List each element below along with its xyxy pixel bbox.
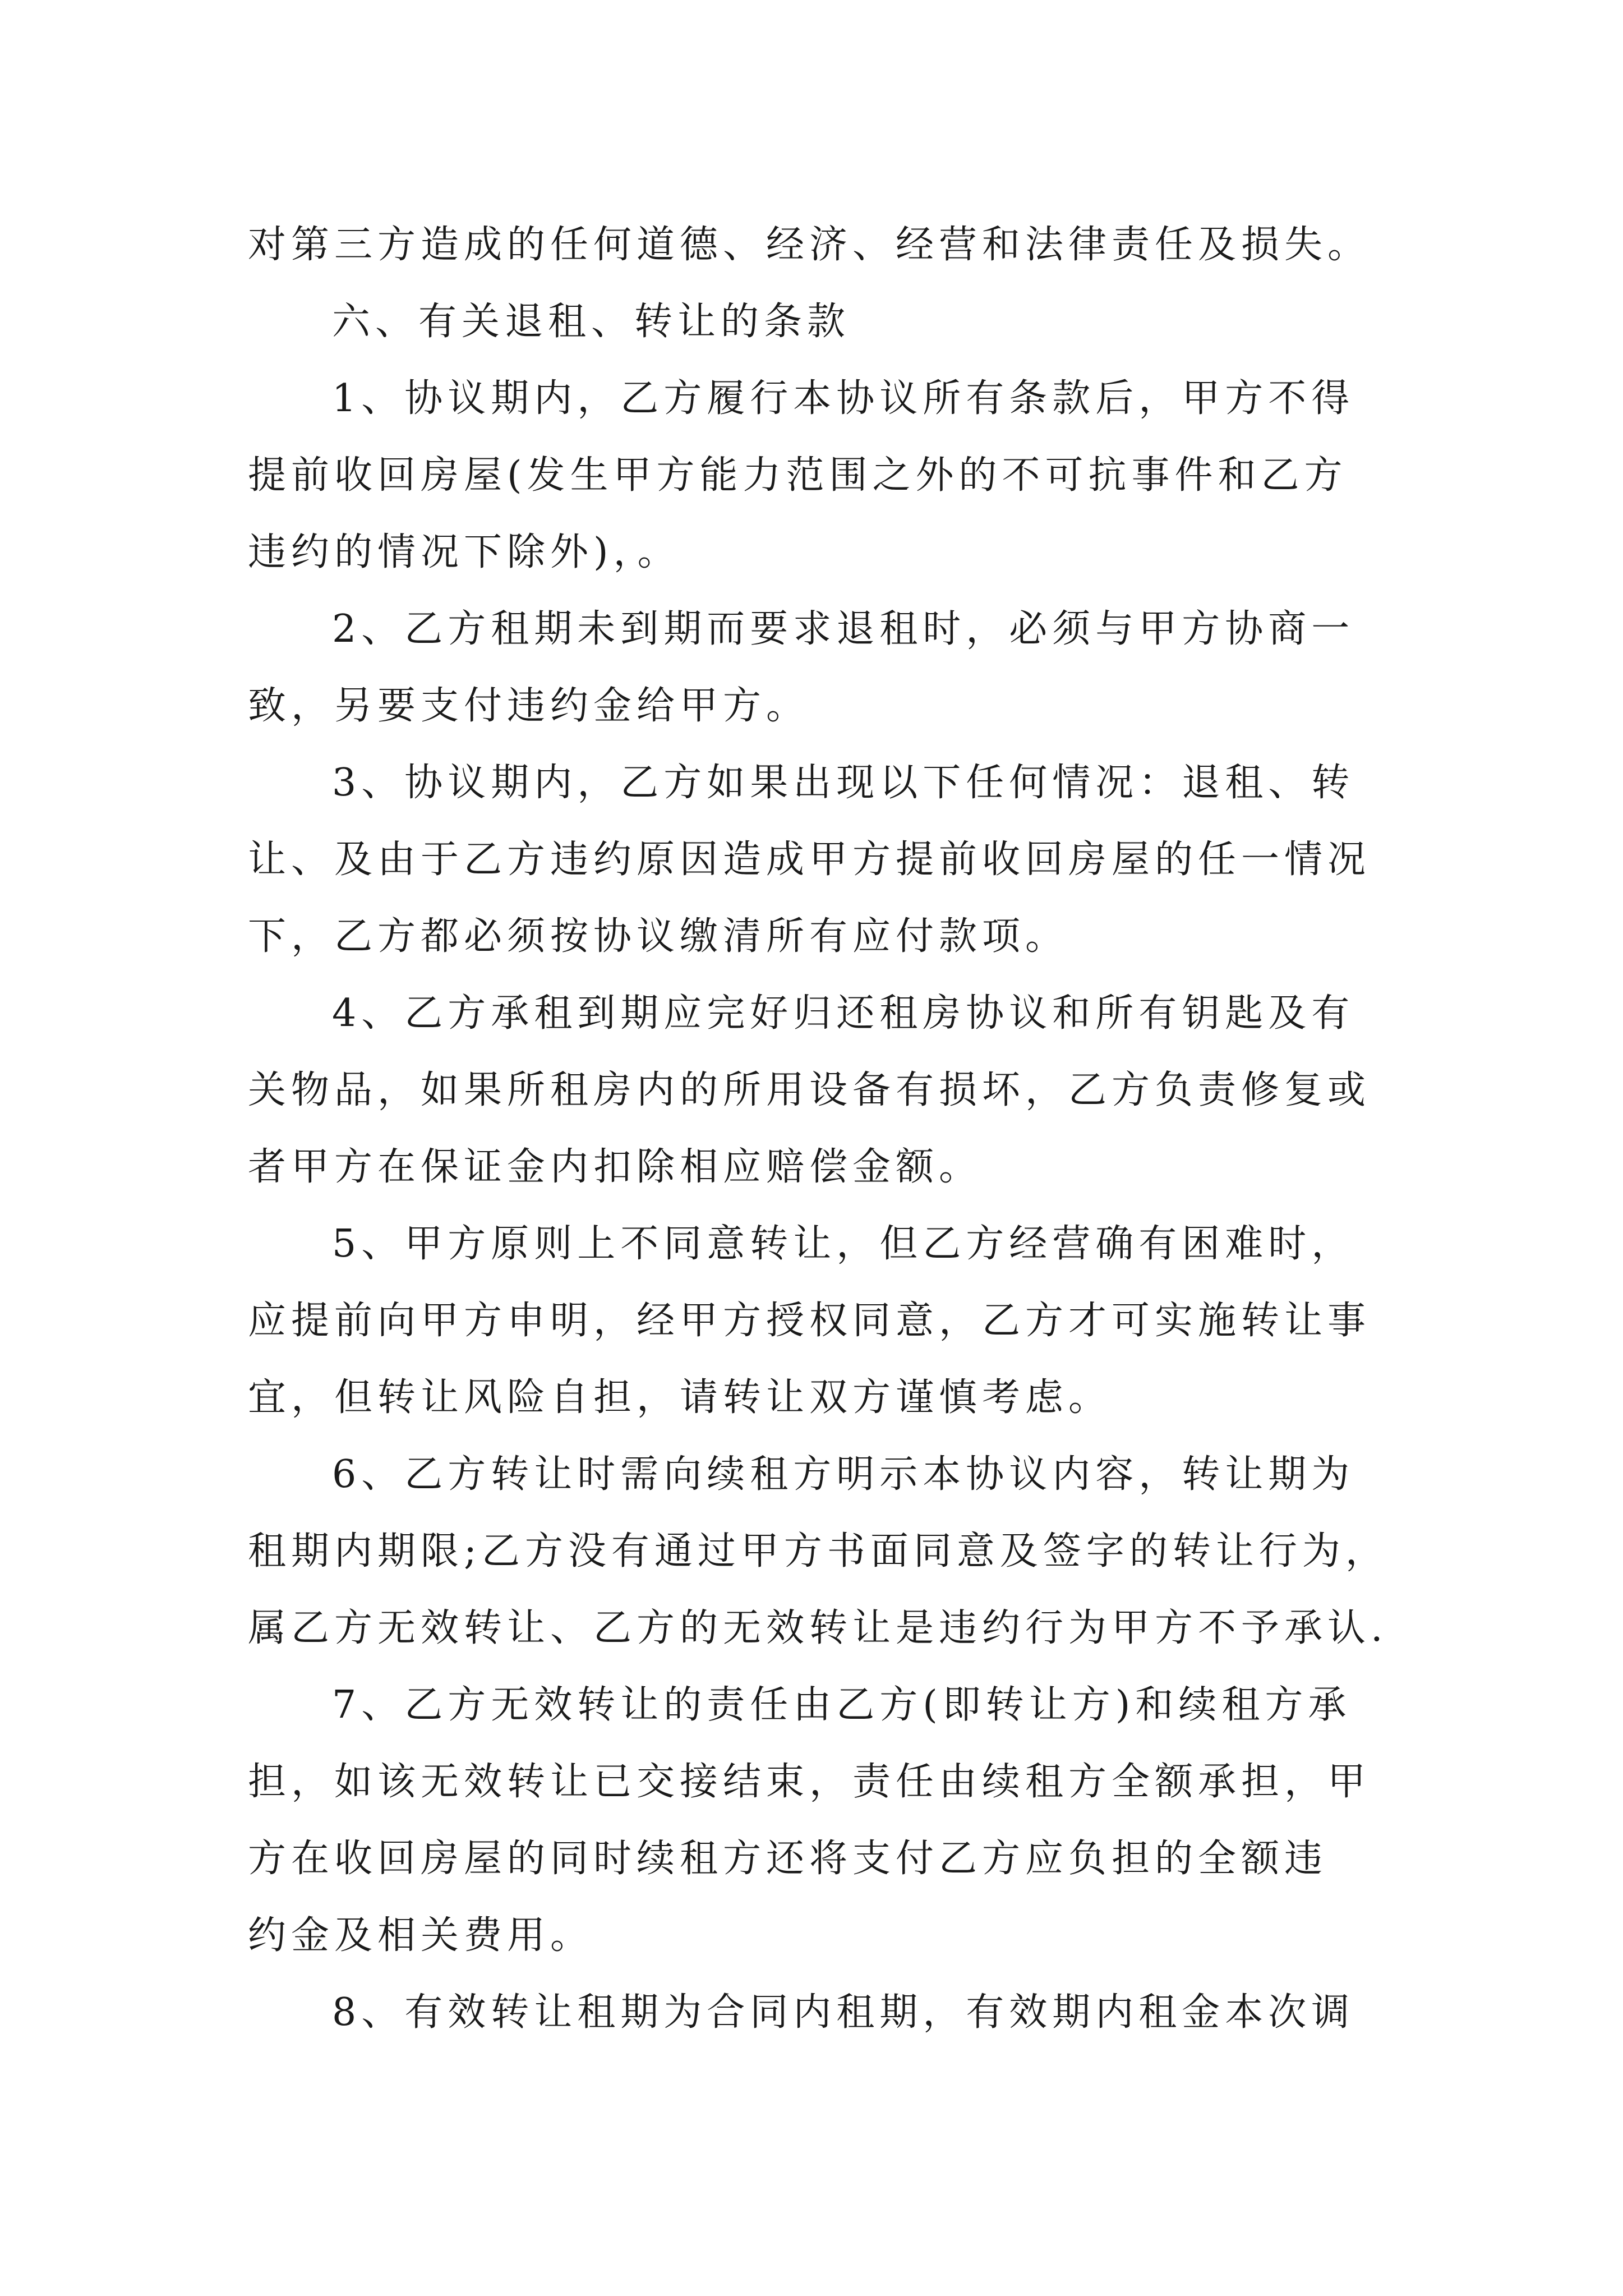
clause-8 <box>248 1974 1386 2051</box>
clause-4 <box>248 975 1386 1205</box>
text-line: 致，另要支付违约金给甲方。 <box>248 684 810 728</box>
clause-1 <box>248 360 1386 591</box>
text-line: 宜，但转让风险自担，请转让双方谨慎考虑。 <box>248 1375 1112 1420</box>
text-line: 方在收回房屋的同时续租方还将支付乙方应负担的全额违 <box>248 1837 1328 1881</box>
text-line: 关物品，如果所租房内的所用设备有损坏，乙方负责修复或 <box>248 1068 1371 1112</box>
clause-5 <box>248 1205 1386 1436</box>
text-line: 担，如该无效转让已交接结束，责任由续租方全额承担，甲 <box>248 1760 1371 1804</box>
text-line: 下，乙方都必须按协议缴清所有应付款项。 <box>248 914 1069 959</box>
clause-2 <box>248 591 1386 744</box>
text-line: 4、乙方承租到期应完好归还租房协议和所有钥匙及有 <box>332 991 1355 1036</box>
text-line: 者甲方在保证金内扣除相应赔偿金额。 <box>248 1145 983 1189</box>
text-line: 约金及相关费用。 <box>248 1913 594 1958</box>
text-line: 对第三方造成的任何道德、经济、经营和法律责任及损失。 <box>248 223 1371 267</box>
text-line: 3、协议期内，乙方如果出现以下任何情况：退租、转 <box>332 761 1355 805</box>
text-line: 属乙方无效转让、乙方的无效转让是违约行为甲方不予承认. <box>248 1606 1388 1650</box>
section-heading-6 <box>248 283 1386 360</box>
text-line: 8、有效转让租期为合同内租期，有效期内租金本次调 <box>332 1990 1355 2035</box>
text-line: 应提前向甲方申明，经甲方授权同意，乙方才可实施转让事 <box>248 1299 1371 1343</box>
clause-3 <box>248 744 1386 975</box>
text-line: 6、乙方转让时需向续租方明示本协议内容，转让期为 <box>332 1452 1355 1497</box>
text-line: 六、有关退租、转让的条款 <box>332 300 851 344</box>
text-line: 2、乙方租期未到期而要求退租时，必须与甲方协商一 <box>332 607 1355 651</box>
clause-6 <box>248 1436 1389 1667</box>
clause-7 <box>248 1667 1386 1974</box>
text-line: 让、及由于乙方违约原因造成甲方提前收回房屋的任一情况 <box>248 838 1371 882</box>
text-line: 1、协议期内，乙方履行本协议所有条款后，甲方不得 <box>332 376 1355 421</box>
paragraph-continuation <box>248 206 1386 283</box>
text-line: 提前收回房屋(发生甲方能力范围之外的不可抗事件和乙方 <box>248 453 1348 498</box>
text-line: 租期内期限;乙方没有通过甲方书面同意及签字的转让行为， <box>248 1529 1389 1573</box>
document-body <box>248 206 1389 2051</box>
text-line: 5、甲方原则上不同意转让，但乙方经营确有困难时， <box>332 1222 1355 1266</box>
text-line: 违约的情况下除外)，。 <box>248 530 681 574</box>
text-line: 7、乙方无效转让的责任由乙方(即转让方)和续租方承 <box>332 1683 1352 1727</box>
